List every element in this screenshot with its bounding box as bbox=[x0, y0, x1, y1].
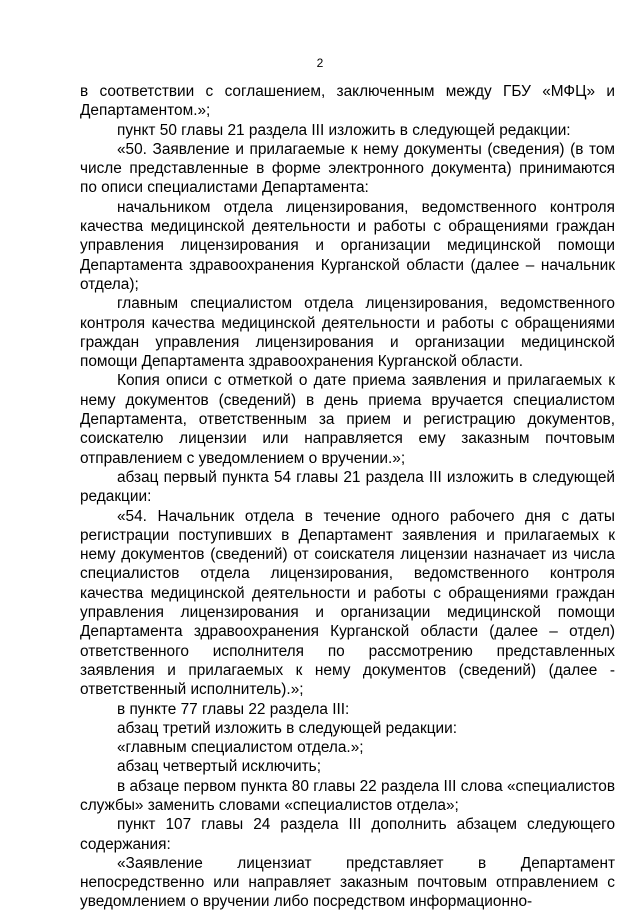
paragraph-chief-specialist: главным специалистом отдела лицензирования, ведомственного контроля качества медицинской деятельности и работы с обращениями граждан управления лицензирования и организации медицинской помощи Департамента здравоохранения Курганской области. bbox=[80, 295, 615, 371]
page-number: 2 bbox=[316, 56, 324, 70]
paragraph-continuation: в соответствии с соглашением, заключенным между ГБУ «МФЦ» и Департаментом.»; bbox=[80, 83, 615, 120]
paragraph-point-50-text: «50. Заявление и прилагаемые к нему документы (сведения) (в том числе представленные в форме электронного документа) принимаются по описи специалистами Департамента: bbox=[80, 140, 615, 197]
paragraph-third-subparagraph: абзац третий изложить в следующей редакции: bbox=[117, 719, 458, 737]
paragraph-fourth-subparagraph: абзац четвертый исключить; bbox=[117, 758, 321, 776]
paragraph-chief-specialist-quote: «главным специалистом отдела.»; bbox=[117, 739, 364, 757]
document-body bbox=[80, 82, 615, 912]
paragraph-inventory-copy: Копия описи с отметкой о дате приема заявления и прилагаемых к нему документов (сведений) в день приема вручается специалистом Департамента, ответственным за прием и регистрацию документов, соискателю лицензии или направляется ему заказным почтовым отправлением с уведомлением о вручении.»; bbox=[80, 372, 615, 467]
paragraph-point-107-text: «Заявление лицензиат представляет в Департамент непосредственно или направляет заказным почтовым отправлением с уведомлением о вручении либо посредством информационно- bbox=[80, 854, 615, 911]
paragraph-point-50-instruction: пункт 50 главы 21 раздела III изложить в следующей редакции: bbox=[117, 121, 571, 139]
paragraph-point-54-text: «54. Начальник отдела в течение одного рабочего дня с даты регистрации поступивших в Департамент заявления и прилагаемых к нему документов (сведений) от соискателя лицензии назначает из числа специалистов отдела лицензирования, ведомственного контроля качества медицинской деятельности и работы с обращениями граждан управления лицензирования и организации медицинской помощи Департамента здравоохранения Курганской области (далее – отдел) ответственного исполнителя по рассмотрению представленных заявления и прилагаемых к нему документов (сведений) (далее - ответственный исполнитель).»; bbox=[80, 507, 615, 699]
paragraph-point-54-instruction: абзац первый пункта 54 главы 21 раздела III изложить в следующей редакции: bbox=[80, 468, 615, 506]
paragraph-head-of-department: начальником отдела лицензирования, ведомственного контроля качества медицинской деятельности и работы с обращениями граждан управления лицензирования и организации медицинской помощи Департамента здравоохранения Курганской области (далее – начальник отдела); bbox=[80, 198, 615, 293]
paragraph-point-107-instruction: пункт 107 главы 24 раздела III дополнить абзацем следующего содержания: bbox=[80, 816, 615, 853]
paragraph-point-77-instruction: в пункте 77 главы 22 раздела III: bbox=[117, 700, 350, 718]
paragraph-point-80-instruction: в абзаце первом пункта 80 главы 22 раздела III слова «специалистов службы» заменить словами «специалистов отдела»; bbox=[80, 777, 615, 814]
